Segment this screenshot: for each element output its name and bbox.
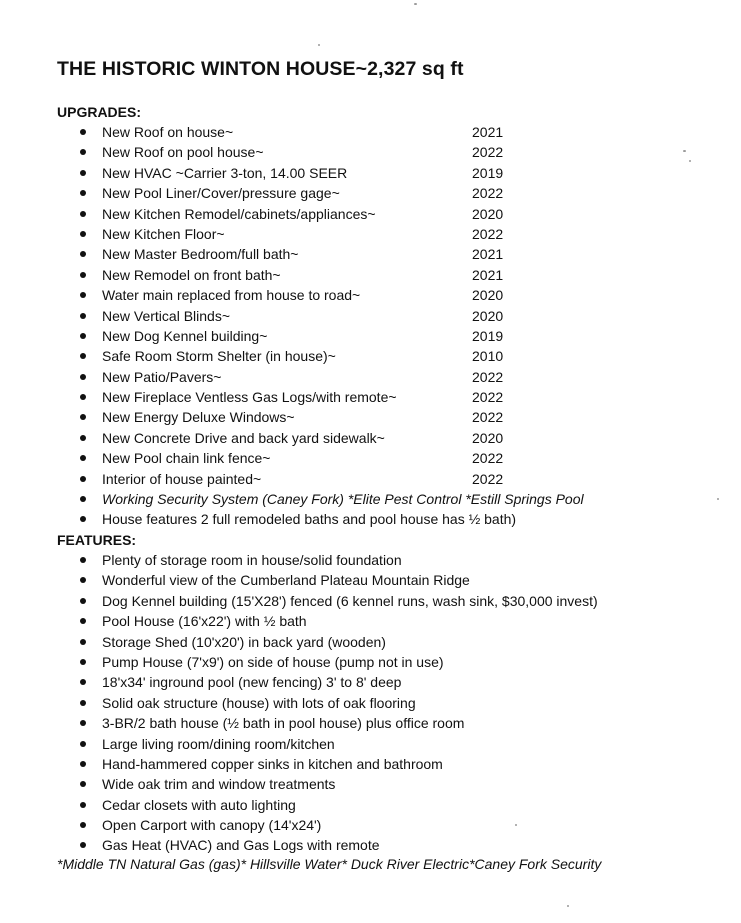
scan-speck bbox=[515, 824, 517, 826]
upgrade-item-text: New Roof on house~ bbox=[102, 124, 234, 140]
feature-item-text: Wide oak trim and window treatments bbox=[102, 776, 336, 793]
upgrade-item-year: 2022 bbox=[472, 225, 504, 242]
bullet-icon bbox=[80, 170, 86, 176]
scan-speck bbox=[414, 3, 417, 5]
upgrade-item-year: 2019 bbox=[472, 164, 504, 181]
bullet-icon bbox=[80, 414, 86, 420]
feature-item-text: Wonderful view of the Cumberland Plateau Mountain Ridge bbox=[102, 572, 470, 589]
feature-item-text: Plenty of storage room in house/solid foundation bbox=[102, 552, 402, 568]
upgrade-item-year: 2020 bbox=[472, 287, 504, 304]
bullet-icon bbox=[80, 557, 86, 563]
upgrade-item-text: New Energy Deluxe Windows~ bbox=[102, 409, 295, 426]
upgrade-item-year: 2021 bbox=[472, 124, 504, 140]
upgrade-item-text: New Remodel on front bath~ bbox=[102, 266, 281, 283]
bullet-icon bbox=[80, 781, 86, 787]
upgrade-item-year: 2020 bbox=[472, 429, 504, 446]
upgrade-item-year: 2019 bbox=[472, 327, 504, 344]
utilities-footer: *Middle TN Natural Gas (gas)* Hillsville Water* Duck River Electric*Caney Fork Security bbox=[57, 856, 602, 872]
feature-item-text: Hand-hammered copper sinks in kitchen and bathroom bbox=[102, 755, 443, 772]
upgrade-item-text: Interior of house painted~ bbox=[102, 470, 262, 487]
feature-item-text: Dog Kennel building (15'X28') fenced (6 kennel runs, wash sink, $30,000 invest) bbox=[102, 592, 598, 609]
bullet-icon bbox=[80, 842, 86, 848]
upgrade-item-text: New Master Bedroom/full bath~ bbox=[102, 246, 299, 263]
upgrade-item-text: New Concrete Drive and back yard sidewalk~ bbox=[102, 429, 385, 446]
upgrade-item-year: 2020 bbox=[472, 205, 504, 222]
upgrade-item-text: New Fireplace Ventless Gas Logs/with remote~ bbox=[102, 389, 397, 406]
feature-item-text: Large living room/dining room/kitchen bbox=[102, 735, 335, 752]
bullet-icon bbox=[80, 720, 86, 726]
feature-item-text: Pump House (7'x9') on side of house (pump not in use) bbox=[102, 653, 444, 670]
upgrade-item-text: New Kitchen Remodel/cabinets/appliances~ bbox=[102, 205, 376, 222]
bullet-icon bbox=[80, 679, 86, 685]
bullet-icon bbox=[80, 272, 86, 278]
upgrade-item-text: New Patio/Pavers~ bbox=[102, 368, 222, 385]
bullet-icon bbox=[80, 455, 86, 461]
upgrade-item-year: 2022 bbox=[472, 470, 504, 487]
upgrade-item-text: New HVAC ~Carrier 3-ton, 14.00 SEER bbox=[102, 164, 348, 181]
upgrade-item-year: 2020 bbox=[472, 307, 504, 324]
bullet-icon bbox=[80, 435, 86, 441]
feature-item-text: 3-BR/2 bath house (½ bath in pool house) plus office room bbox=[102, 715, 465, 732]
bullet-icon bbox=[80, 577, 86, 583]
bullet-icon bbox=[80, 802, 86, 808]
upgrade-item-text: New Vertical Blinds~ bbox=[102, 307, 231, 324]
baths-line: House features 2 full remodeled baths and pool house has ½ bath) bbox=[102, 511, 517, 528]
scan-speck bbox=[567, 905, 569, 907]
upgrade-item-year: 2022 bbox=[472, 144, 504, 161]
bullet-icon bbox=[80, 353, 86, 359]
upgrade-item-year: 2022 bbox=[472, 389, 504, 406]
bullet-icon bbox=[80, 618, 86, 624]
bullet-icon bbox=[80, 149, 86, 155]
bullet-icon bbox=[80, 129, 86, 135]
upgrade-item-text: New Roof on pool house~ bbox=[102, 144, 264, 161]
upgrade-item-year: 2021 bbox=[472, 266, 504, 283]
scan-speck bbox=[689, 160, 691, 162]
scan-speck bbox=[318, 44, 320, 46]
bullet-icon bbox=[80, 476, 86, 482]
bullet-icon bbox=[80, 741, 86, 747]
feature-item-text: Storage Shed (10'x20') in back yard (wooden) bbox=[102, 633, 386, 650]
scan-speck bbox=[717, 498, 719, 500]
upgrade-item-year: 2022 bbox=[472, 409, 504, 426]
upgrade-item-text: Water main replaced from house to road~ bbox=[102, 287, 361, 304]
bullet-icon bbox=[80, 700, 86, 706]
bullet-icon bbox=[80, 231, 86, 237]
bullet-icon bbox=[80, 292, 86, 298]
bullet-icon bbox=[80, 761, 86, 767]
feature-item-text: Solid oak structure (house) with lots of oak flooring bbox=[102, 694, 416, 711]
bullet-icon bbox=[80, 394, 86, 400]
bullet-icon bbox=[80, 333, 86, 339]
bullet-icon bbox=[80, 190, 86, 196]
upgrades-heading: UPGRADES: bbox=[57, 104, 142, 120]
security-line: Working Security System (Caney Fork) *Elite Pest Control *Estill Springs Pool bbox=[102, 491, 584, 507]
scan-speck bbox=[683, 150, 686, 152]
upgrade-item-text: New Pool Liner/Cover/pressure gage~ bbox=[102, 185, 340, 202]
feature-item-text: Cedar closets with auto lighting bbox=[102, 796, 296, 813]
upgrade-item-text: New Pool chain link fence~ bbox=[102, 450, 271, 467]
upgrade-item-year: 2022 bbox=[472, 450, 504, 467]
bullet-icon bbox=[80, 639, 86, 645]
upgrade-item-text: Safe Room Storm Shelter (in house)~ bbox=[102, 348, 336, 365]
upgrade-item-year: 2022 bbox=[472, 368, 504, 385]
bullet-icon bbox=[80, 496, 86, 502]
bullet-icon bbox=[80, 211, 86, 217]
features-heading: FEATURES: bbox=[57, 532, 137, 548]
bullet-icon bbox=[80, 822, 86, 828]
bullet-icon bbox=[80, 374, 86, 380]
upgrade-item-year: 2022 bbox=[472, 185, 504, 202]
upgrade-item-text: New Dog Kennel building~ bbox=[102, 327, 268, 344]
feature-item-text: Pool House (16'x22') with ½ bath bbox=[102, 613, 307, 630]
bullet-icon bbox=[80, 313, 86, 319]
upgrade-item-year: 2021 bbox=[472, 246, 504, 263]
bullet-icon bbox=[80, 659, 86, 665]
upgrade-item-year: 2010 bbox=[472, 348, 504, 365]
bullet-icon bbox=[80, 516, 86, 522]
upgrade-item-text: New Kitchen Floor~ bbox=[102, 225, 225, 242]
feature-item-text: 18'x34' inground pool (new fencing) 3' to 8' deep bbox=[102, 674, 402, 691]
feature-item-text: Open Carport with canopy (14'x24') bbox=[102, 817, 322, 834]
feature-item-text: Gas Heat (HVAC) and Gas Logs with remote bbox=[102, 837, 380, 854]
page-title: THE HISTORIC WINTON HOUSE~2,327 sq ft bbox=[57, 58, 464, 80]
bullet-icon bbox=[80, 598, 86, 604]
bullet-icon bbox=[80, 251, 86, 257]
